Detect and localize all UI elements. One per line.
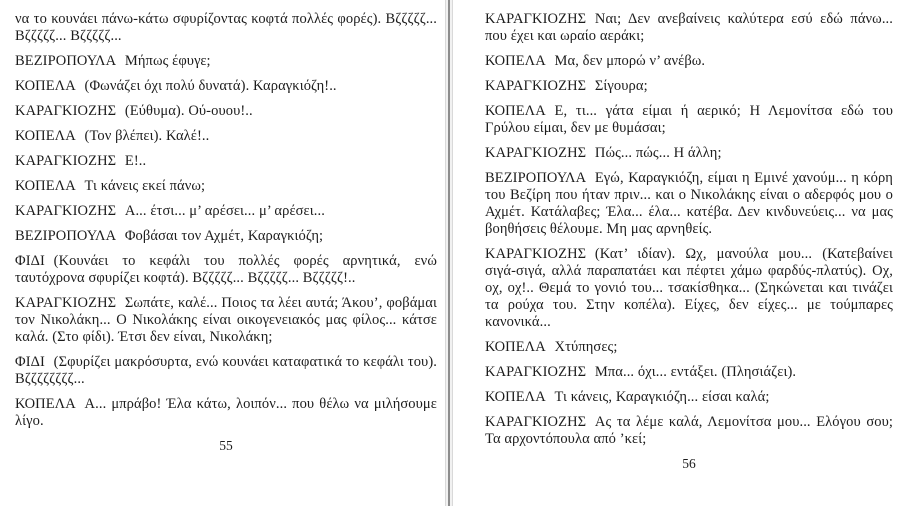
dialogue-text: Φοβάσαι τον Αχμέτ, Καραγκιόζη; [124, 228, 324, 244]
dialogue-text: Τι κάνεις εκεί πάνω; [84, 178, 206, 194]
speaker-name: ΚΟΠΕΛΑ [485, 389, 546, 405]
speaker-name: ΚΑΡΑΓΚΙΟΖΗΣ [485, 145, 587, 161]
dialogue-paragraph [15, 203, 437, 220]
speaker-name: ΚΑΡΑΓΚΙΟΖΗΣ [15, 295, 117, 311]
speaker-name: ΒΕΖΙΡΟΠΟΥΛΑ [485, 170, 587, 186]
speaker-name: ΚΑΡΑΓΚΙΟΖΗΣ [485, 246, 587, 262]
dialogue-text: Μήπως έφυγε; [124, 53, 211, 69]
dialogue-paragraph [15, 253, 437, 287]
dialogue-paragraph [15, 354, 437, 388]
dialogue-paragraph [15, 228, 437, 245]
speaker-name: ΚΑΡΑΓΚΙΟΖΗΣ [485, 364, 587, 380]
page-gutter-divider [444, 0, 454, 506]
dialogue-paragraph [485, 414, 893, 448]
dialogue-paragraph [485, 103, 893, 137]
dialogue-paragraph [485, 170, 893, 238]
page-right [454, 0, 901, 506]
dialogue-paragraph [485, 53, 893, 70]
speaker-name: ΚΟΠΕΛΑ [15, 78, 76, 94]
dialogue-paragraph [15, 396, 437, 430]
dialogue-text: Ας τα λέμε καλά, Λεμονίτσα μου... Ελόγου σου; Τα αρχοντόπουλα από ’κεί; [485, 414, 893, 447]
dialogue-paragraph [15, 153, 437, 170]
speaker-name: ΚΑΡΑΓΚΙΟΖΗΣ [15, 103, 117, 119]
speaker-name: ΚΑΡΑΓΚΙΟΖΗΣ [485, 11, 587, 27]
dialogue-text: Σωπάτε, καλέ... Ποιος τα λέει αυτά; Άκου’, φοβάμαι τον Νικολάκη... Ο Νικολάκης είναι οικογενειακός μας φίλος... κάτσε καλά. (Στο φίδι). Έτσι δεν είναι, Νικολάκη; [15, 295, 437, 345]
page-number-right: 56 [682, 456, 696, 471]
dialogue-text: Α... μπράβο! Έλα κάτω, λοιπόν... που θέλω να μιλήσουμε λίγο. [15, 396, 437, 429]
speaker-name: ΒΕΖΙΡΟΠΟΥΛΑ [15, 53, 117, 69]
dialogue-paragraph [485, 11, 893, 45]
dialogue-text: (Σφυρίζει μακρόσυρτα, ενώ κουνάει καταφατικά το κεφάλι του). Βζζζζζζζζ... [15, 354, 437, 387]
dialogue-text: Πώς... πώς... Η άλλη; [594, 145, 722, 161]
dialogue-paragraph [485, 145, 893, 162]
page-number-left: 55 [219, 438, 233, 453]
dialogue-paragraph [15, 11, 437, 45]
speaker-name: ΚΑΡΑΓΚΙΟΖΗΣ [485, 78, 587, 94]
dialogue-text: Ε!.. [124, 153, 147, 169]
speaker-name: ΚΟΠΕΛΑ [15, 128, 76, 144]
dialogue-text: (Εύθυμα). Ού-ουου!.. [124, 103, 253, 119]
dialogue-text: Χτύπησες; [554, 339, 618, 355]
dialogue-text: Εγώ, Καραγκιόζη, είμαι η Εμινέ χανούμ... η κόρη του Βεζίρη που ήταν πριν... και ο Νικολάκης είναι ο αδερφός μου ο Αχμέτ. Κατάλαβες; Έλα... έλα... κατέβα. Δεν κινδυνεύεις... να μας βοηθήσεις θέλουμε. Μη μας αρνηθείς. [485, 170, 893, 237]
dialogue-paragraph [15, 53, 437, 70]
dialogue-paragraph [15, 128, 437, 145]
dialogue-text: Ναι; Δεν ανεβαίνεις καλύτερα εσύ εδώ πάνω... που έχει και ωραίο αεράκι; [485, 11, 893, 44]
dialogue-text: (Κουνάει το κεφάλι του πολλές φορές αρνητικά, ενώ ταυτόχρονα σφυρίζει κοφτά). Βζζζζζ... Βζζζζζ... Βζζζζζ!.. [15, 253, 437, 286]
dialogue-text: να το κουνάει πάνω-κάτω σφυρίζοντας κοφτά πολλές φορές). Βζζζζζ... Βζζζζζ... Βζζζζζ... [15, 11, 437, 44]
page-left-content [15, 11, 437, 430]
speaker-name: ΚΑΡΑΓΚΙΟΖΗΣ [15, 203, 117, 219]
dialogue-paragraph [485, 364, 893, 381]
dialogue-paragraph [485, 246, 893, 331]
speaker-name: ΚΟΠΕΛΑ [485, 103, 546, 119]
speaker-name: ΦΙΔΙ [15, 354, 45, 370]
dialogue-text: Μα, δεν μπορώ ν’ ανέβω. [554, 53, 706, 69]
speaker-name: ΚΑΡΑΓΚΙΟΖΗΣ [15, 153, 117, 169]
dialogue-paragraph [485, 389, 893, 406]
dialogue-text: Σίγουρα; [594, 78, 648, 94]
speaker-name: ΚΟΠΕΛΑ [485, 53, 546, 69]
dialogue-text: Α... έτσι... μ’ αρέσει... μ’ αρέσει... [124, 203, 325, 219]
dialogue-paragraph [15, 178, 437, 195]
dialogue-paragraph [15, 103, 437, 120]
dialogue-text: Τι κάνεις, Καραγκιόζη... είσαι καλά; [554, 389, 770, 405]
speaker-name: ΦΙΔΙ [15, 253, 45, 269]
dialogue-text: (Τον βλέπει). Καλέ!.. [84, 128, 210, 144]
page-right-content [485, 11, 893, 448]
dialogue-text: Μπα... όχι... εντάξει. (Πλησιάζει). [594, 364, 797, 380]
dialogue-text: Ε, τι... γάτα είμαι ή αερικό; Η Λεμονίτσα εδώ του Γρύλου είμαι, δεν με θυμάσαι; [485, 103, 893, 136]
speaker-name: ΚΟΠΕΛΑ [15, 396, 76, 412]
dialogue-paragraph [15, 295, 437, 346]
dialogue-text: (Κατ’ ιδίαν). Ωχ, μανούλα μου... (Κατεβαίνει σιγά-σιγά, αλλά παραπατάει και πέφτει χάμω φαρδύς-πλατύς). Οχ, οχ, οχ!.. Θεμά το γονιό του... τσακίσθηκα... (Σηκώνεται και τινάζει τα ρούχα του. Στην κοπέλα). Είχες, δεν είχες... με τούμπαρες κανονικά... [485, 246, 893, 330]
dialogue-text: (Φωνάζει όχι πολύ δυνατά). Καραγκιόζη!.. [84, 78, 337, 94]
speaker-name: ΚΟΠΕΛΑ [485, 339, 546, 355]
dialogue-paragraph [15, 78, 437, 95]
dialogue-paragraph [485, 78, 893, 95]
speaker-name: ΚΑΡΑΓΚΙΟΖΗΣ [485, 414, 587, 430]
speaker-name: ΒΕΖΙΡΟΠΟΥΛΑ [15, 228, 117, 244]
page-left [0, 0, 444, 506]
dialogue-paragraph [485, 339, 893, 356]
speaker-name: ΚΟΠΕΛΑ [15, 178, 76, 194]
